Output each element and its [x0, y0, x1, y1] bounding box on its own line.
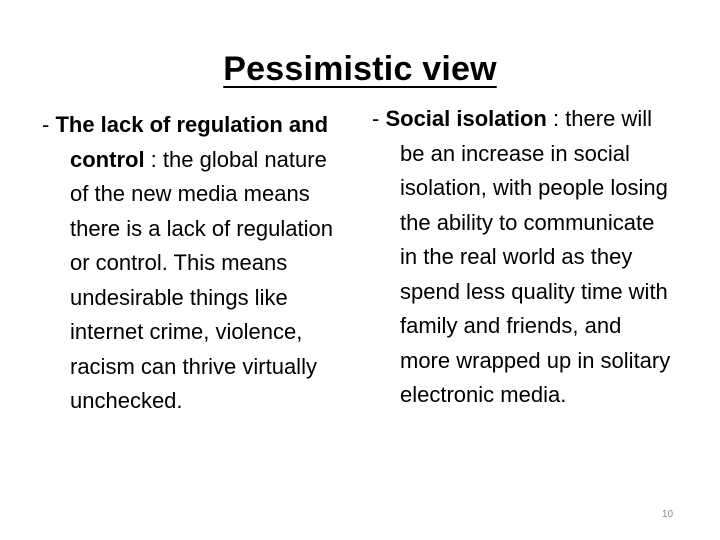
- term-separator: :: [144, 146, 163, 172]
- lack-of-regulation-bullet: [42, 108, 347, 419]
- social-isolation-bullet: [372, 102, 677, 413]
- bullet-dash: -: [42, 112, 56, 137]
- term-separator: :: [546, 106, 566, 131]
- bullet-body: the global nature of the new media means there is a lack of regulation or control. This means undesirable things like internet crime, violence, racism can thrive virtually unchecked.: [70, 146, 333, 413]
- bullet-term: The lack of regulation and control: [55, 112, 329, 172]
- page-number: 10: [662, 509, 674, 520]
- bullet-dash: -: [372, 106, 386, 131]
- right-column: [372, 102, 677, 413]
- left-column: [42, 108, 347, 419]
- slide-title: Pessimistic view: [223, 50, 497, 88]
- bullet-body: there will be an increase in social isolation, with people losing the ability to communicate in the real world as they spend less quality time with family and friends, and more wrapped up in solitary electronic media.: [400, 106, 671, 407]
- bullet-term: Social isolation: [385, 106, 547, 131]
